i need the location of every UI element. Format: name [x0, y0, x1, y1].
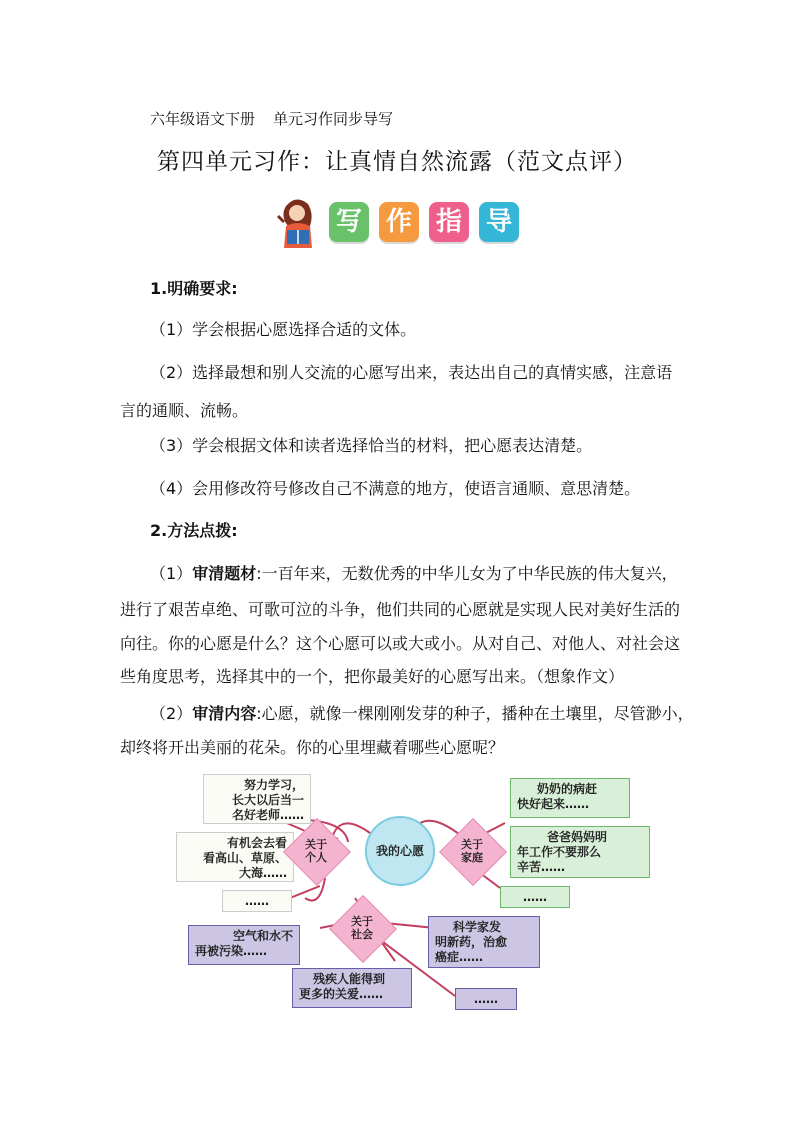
- requirement-1: （1）学会根据心愿选择合适的文体。: [150, 320, 417, 339]
- society-wish-disabled: [292, 968, 412, 1008]
- wish-line: 辛苦……: [517, 860, 566, 874]
- wish-line: 快好起来……: [517, 797, 590, 811]
- wish-line: 奶奶的病赶: [537, 782, 598, 796]
- banner-char-write: 写: [329, 202, 369, 242]
- teacher-reading-icon: [274, 196, 324, 250]
- family-branch-label: [447, 838, 497, 864]
- method2-label: 审清内容: [192, 704, 257, 723]
- family-wish-grandma: [510, 778, 630, 818]
- society-branch-label: [337, 915, 387, 941]
- society-wish-more: [455, 988, 517, 1010]
- wish-line: 年工作不要那么: [517, 845, 602, 859]
- requirement-4: （4）会用修改符号修改自己不满意的地方，使语言通顺、意思清楚。: [150, 479, 641, 498]
- personal-wish-travel: [176, 832, 294, 882]
- document-header: [150, 108, 393, 129]
- requirement-2-cont: 言的通顺、流畅。: [120, 401, 249, 420]
- wish-line: 癌症……: [435, 950, 484, 964]
- center-node: 我的心愿: [365, 816, 435, 886]
- banner-char-point: 指: [429, 202, 469, 242]
- wish-line: 名好老师……: [231, 808, 304, 822]
- family-wish-more: [500, 886, 570, 908]
- wish-line: 看高山、草原、: [202, 851, 287, 865]
- method2-line: :心愿，就像一棵刚刚发芽的种子，播种在土壤里，尽管渺小，: [256, 704, 694, 723]
- banner-char-guide: 导: [479, 202, 519, 242]
- wish-line: 爸爸妈妈明: [547, 830, 608, 844]
- branch-label-line: 家庭: [461, 851, 483, 864]
- method1-line: 些角度思考，选择其中的一个，把你最美好的心愿写出来。（想象作文）: [120, 667, 625, 686]
- page-title: 第四单元习作：让真情自然流露（范文点评）: [157, 149, 637, 175]
- wish-line: ……: [245, 894, 269, 908]
- wish-line: 长大以后当一: [231, 793, 304, 807]
- wish-mind-map: [170, 768, 655, 1016]
- wish-line: ……: [523, 890, 547, 904]
- branch-label-line: 关于: [351, 915, 373, 928]
- section1-heading: 1.明确要求:: [150, 279, 238, 298]
- branch-label-line: 关于: [305, 838, 327, 851]
- wish-line: 再被污染……: [195, 944, 268, 958]
- family-wish-parents: [510, 826, 650, 878]
- branch-label-line: 关于: [461, 838, 483, 851]
- method1-line: 向往。你的心愿是什么？这个心愿可以或大或小。从对自己、对他人、对社会这: [120, 634, 681, 653]
- method1-label: 审清题材: [192, 564, 257, 583]
- personal-branch-label: [291, 838, 341, 864]
- society-wish-medicine: [428, 916, 540, 968]
- series-label: 单元习作同步导写: [273, 110, 394, 128]
- method-paragraph-1: [150, 564, 678, 584]
- society-wish-environment: [188, 925, 300, 965]
- wish-line: 残疾人能得到: [313, 972, 386, 986]
- method2-line: 却终将开出美丽的花朵。你的心里埋藏着哪些心愿呢？: [120, 738, 505, 757]
- section2-heading: 2.方法点拨:: [150, 521, 238, 540]
- method1-line: :一百年来，无数优秀的中华儿女为了中华民族的伟大复兴，: [256, 564, 678, 583]
- branch-label-line: 社会: [351, 928, 373, 941]
- requirement-3: （3）学会根据文体和读者选择恰当的材料，把心愿表达清楚。: [150, 436, 593, 455]
- personal-wish-teacher: [203, 774, 311, 824]
- wish-line: 更多的关爱……: [299, 987, 384, 1001]
- method-paragraph-2: [150, 704, 694, 724]
- wish-line: 科学家发: [453, 920, 502, 934]
- wish-line: 明新药，治愈: [435, 935, 508, 949]
- banner-char-do: 作: [379, 202, 419, 242]
- wish-line: 有机会去看: [226, 836, 287, 850]
- wish-line: 大海……: [238, 866, 287, 880]
- requirement-2: （2）选择最想和别人交流的心愿写出来，表达出自己的真情实感，注意语: [150, 363, 673, 382]
- wish-line: 努力学习，: [243, 778, 304, 792]
- method1-prefix: （1）: [150, 564, 193, 583]
- writing-guide-banner: [274, 196, 524, 250]
- personal-wish-more: [222, 890, 292, 912]
- wish-line: ……: [474, 992, 498, 1006]
- method2-prefix: （2）: [150, 704, 193, 723]
- method1-line: 进行了艰苦卓绝、可歌可泣的斗争，他们共同的心愿就是实现人民对美好生活的: [120, 600, 681, 619]
- branch-label-line: 个人: [305, 851, 327, 864]
- grade-label: 六年级语文下册: [150, 110, 256, 128]
- wish-line: 空气和水不: [232, 929, 293, 943]
